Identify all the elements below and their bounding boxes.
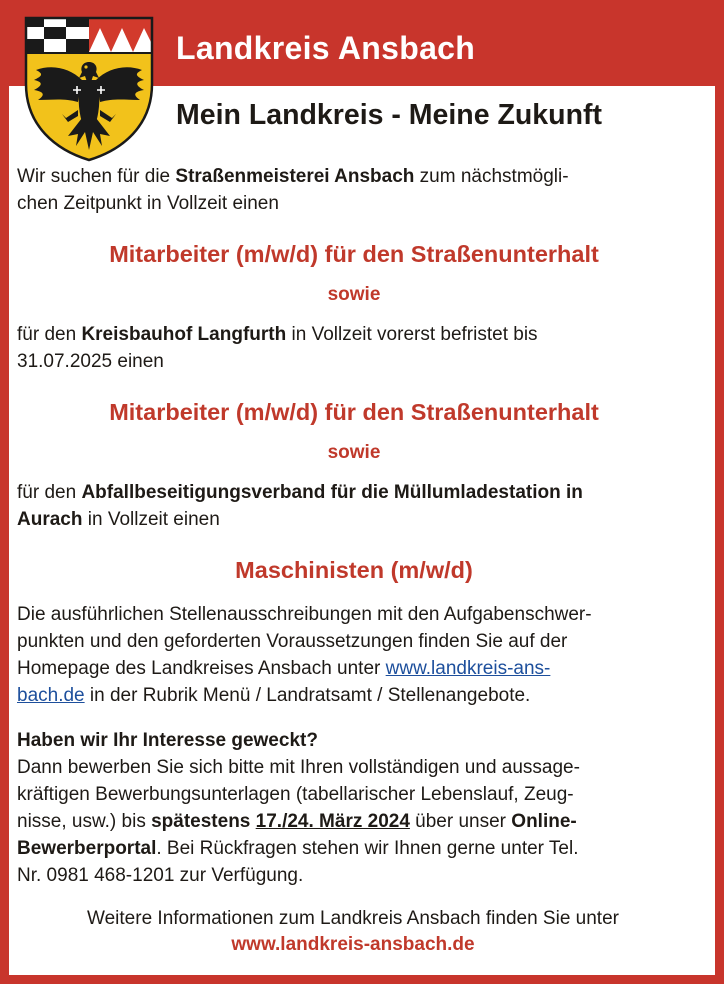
job-title-3: Maschinisten (m/w/d) (235, 557, 473, 583)
details-text: Homepage des Landkreises Ansbach unter (17, 658, 386, 679)
employer-name: Abfallbeseitigungsverband für die Müllumladestation in (81, 482, 583, 503)
apply-text: über unser (409, 811, 512, 832)
intro-paragraph-1 (17, 163, 691, 217)
job-ad-body (17, 163, 691, 889)
apply-heading: Haben wir Ihr Interesse geweckt? (17, 730, 318, 751)
intro-text: für den (17, 482, 82, 503)
apply-text: . Bei Rückfragen stehen wir Ihnen gerne unter Tel. (156, 838, 579, 859)
intro-text: für den (17, 324, 82, 345)
job-title-1: Mitarbeiter (m/w/d) für den Straßenunterhalt (109, 241, 599, 267)
contact-phone: Nr. 0981 468-1201 zur Verfügung. (17, 865, 304, 886)
employer-name: Kreisbauhof Langfurth (81, 324, 287, 345)
conjunction-sowie: sowie (327, 284, 381, 305)
applicant-portal: Online- (511, 811, 577, 832)
job-title-2: Mitarbeiter (m/w/d) für den Straßenunterhalt (109, 399, 599, 425)
applicant-portal: Bewerberportal (17, 838, 157, 859)
footer-website-link[interactable]: www.landkreis-ansbach.de (231, 934, 475, 955)
apply-paragraph (17, 727, 691, 889)
apply-text: kräftigen Bewerbungsunterlagen (tabellarischer Lebenslauf, Zeug- (17, 784, 574, 805)
footer-text: Weitere Informationen zum Landkreis Ansbach finden Sie unter (87, 908, 619, 929)
apply-text: nisse, usw.) bis (17, 811, 152, 832)
employer-name: Straßenmeisterei Ansbach (175, 166, 415, 187)
details-text: punkten und den geforderten Voraussetzungen finden Sie auf der (17, 631, 568, 652)
homepage-link[interactable]: www.landkreis-ans- (385, 658, 551, 679)
intro-text: in Vollzeit einen (82, 509, 220, 530)
details-text: Die ausführlichen Stellenausschreibungen mit den Aufgabenschwer- (17, 604, 592, 625)
intro-text: 31.07.2025 einen (17, 351, 164, 372)
employer-location: Aurach (17, 509, 83, 530)
intro-paragraph-3 (17, 479, 691, 533)
details-paragraph (17, 601, 691, 709)
homepage-link-continued[interactable]: bach.de (17, 685, 85, 706)
intro-text: Wir suchen für die (17, 166, 176, 187)
district-name: Landkreis Ansbach (176, 30, 476, 66)
intro-text: zum nächstmögli- (414, 166, 569, 187)
details-text: in der Rubrik Menü / Landratsamt / Stellenangebote. (84, 685, 531, 706)
motto-heading: Mein Landkreis - Meine Zukunft (176, 99, 602, 131)
apply-text: Dann bewerben Sie sich bitte mit Ihren vollständigen und aussage- (17, 757, 580, 778)
intro-text: chen Zeitpunkt in Vollzeit einen (17, 193, 279, 214)
coat-of-arms-eagle-icon (22, 14, 156, 164)
conjunction-sowie: sowie (327, 442, 381, 463)
deadline-label: spätestens (151, 811, 251, 832)
intro-paragraph-2 (17, 321, 691, 375)
deadline-date: 17./24. März 2024 (255, 811, 410, 832)
intro-text: in Vollzeit vorerst befristet bis (286, 324, 538, 345)
footer (17, 906, 689, 958)
